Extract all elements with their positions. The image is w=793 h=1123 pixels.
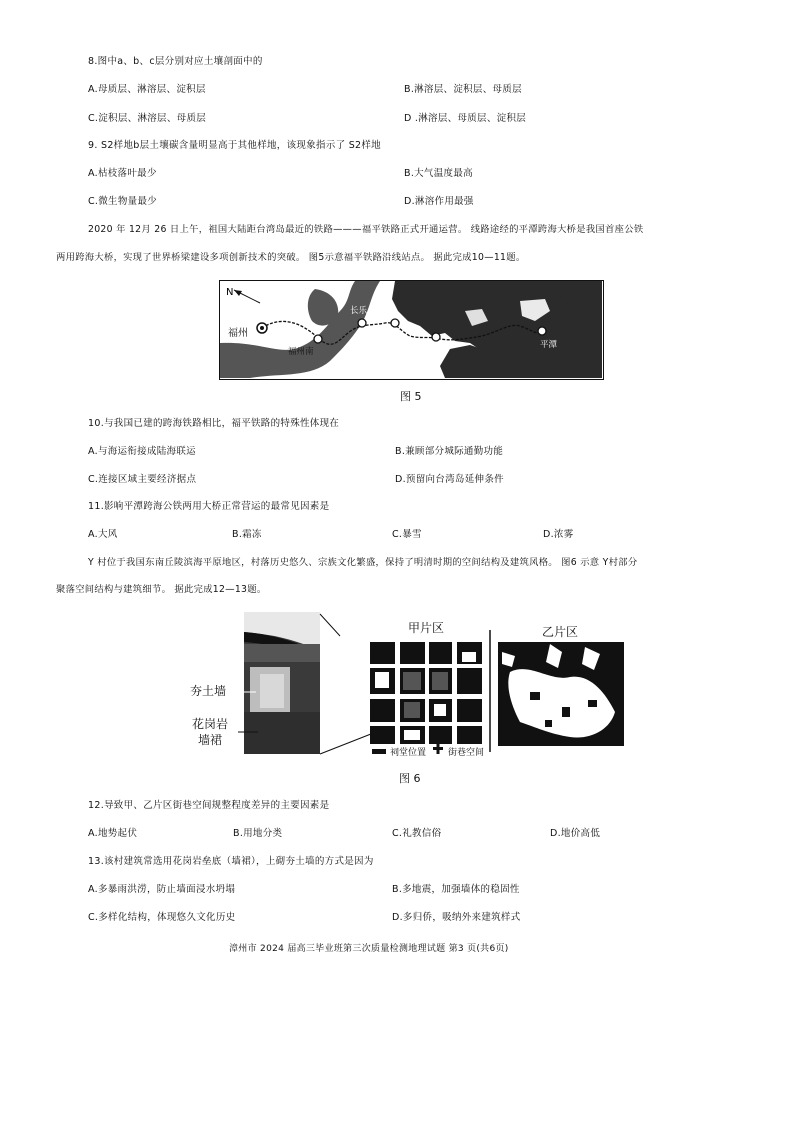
courtyard	[375, 672, 389, 688]
q11-option-c: C.暴雪	[392, 529, 422, 540]
figure6-caption: 图 6	[399, 772, 421, 785]
connector-line-top	[320, 614, 340, 636]
q8-option-a: A.母质层、淋溶层、淀积层	[88, 84, 206, 95]
label-changlenan: 长乐南	[418, 346, 444, 356]
courtyard	[404, 730, 420, 740]
q12-option-d: D.地价高低	[550, 828, 601, 839]
label-fuzhounan: 福州南	[288, 347, 314, 357]
building	[588, 700, 597, 707]
q10-option-a: A.与海运衔接成陆海联运	[88, 446, 196, 457]
q13-option-d: D.多归侨，吸纳外来建筑样式	[392, 912, 521, 923]
q8-option-c: C.淀积层、淋溶层、母质层	[88, 113, 207, 124]
railway-map	[219, 280, 604, 380]
q12-option-a: A.地势起伏	[88, 828, 138, 839]
river-island	[308, 289, 338, 326]
q13-option-b: B.多地震，加强墙体的稳固性	[392, 884, 520, 895]
roof-tiles	[244, 644, 320, 662]
label-changle: 长乐	[350, 306, 368, 316]
passage1-line1: 2020 年 12月 26 日上午，祖国大陆距台湾岛最近的铁路———福平铁路正式开通运营。 线路途经的平潭跨海大桥是我国首座公铁	[88, 224, 644, 235]
zone-a-title: 甲片区	[408, 621, 445, 635]
q9-option-d: D.淋溶作用最强	[404, 196, 474, 207]
label-granite-1: 花岗岩	[192, 717, 229, 731]
q11-option-d: D.浓雾	[543, 529, 574, 540]
station-changle	[358, 319, 366, 327]
ancestral-hall	[432, 672, 448, 690]
q10-stem: 10.与我国已建的跨海铁路相比，福平铁路的特殊性体现在	[88, 418, 340, 429]
q10-option-c: C.连接区域主要经济据点	[88, 474, 197, 485]
ancestral-hall	[404, 702, 420, 718]
q10-option-d: D.预留向台湾岛延伸条件	[395, 474, 504, 485]
station-fuzhou-dot	[260, 326, 264, 330]
north-label: N	[226, 287, 234, 298]
q12-option-b: B.用地分类	[233, 828, 283, 839]
page-footer: 漳州市 2024 届高三毕业班第三次质量检测地理试题 第3 页(共6页)	[229, 944, 509, 954]
q8-option-b: B.淋溶层、淀积层、母质层	[404, 84, 522, 95]
figure5-caption: 图 5	[400, 390, 422, 403]
q9-option-a: A.枯枝落叶最少	[88, 168, 157, 179]
q10-option-b: B.兼顾部分城际通勤功能	[395, 446, 504, 457]
label-rammed-earth-wall: 夯土墙	[190, 684, 227, 698]
legend-hall-label: 祠堂位置	[390, 748, 427, 758]
station-changledong	[391, 319, 399, 327]
q8-stem: 8.图中a、b、c层分别对应土壤剖面中的	[88, 56, 263, 67]
granite-base	[244, 712, 320, 754]
lane	[425, 642, 429, 744]
station-pingtan	[538, 327, 546, 335]
courtyard	[434, 704, 446, 716]
ancestral-hall	[403, 672, 421, 690]
building	[545, 720, 552, 727]
q8-option-d: D .淋溶层、母质层、淀积层	[404, 113, 527, 124]
building	[530, 692, 540, 700]
label-changledong: 长乐东	[375, 334, 401, 344]
village-figure-drawing	[190, 612, 630, 767]
lane	[452, 642, 457, 744]
q13-option-c: C.多样化结构，体现悠久文化历史	[88, 912, 236, 923]
legend-lane-swatch-v	[437, 743, 440, 754]
zone-b-title: 乙片区	[542, 625, 579, 639]
passage2-line1: Y 村位于我国东南丘陵滨海平原地区，村落历史悠久、宗族文化繁盛，保持了明清时期的空间结构及建筑风格。 图6 示意 Y村部分	[88, 557, 638, 568]
legend-lane-label: 街巷空间	[448, 748, 485, 758]
passage1-line2: 两用跨海大桥，实现了世界桥梁建设多项创新技术的突破。 图5示意福平铁路沿线站点。 据此完成10—11题。	[56, 252, 526, 263]
q13-stem: 13.该村建筑常选用花岗岩垒底（墙裙），上砌夯土墙的方式是因为	[88, 856, 374, 867]
village-figure	[190, 612, 630, 767]
wall-light	[260, 674, 284, 708]
connector-line-bottom	[320, 732, 376, 754]
q11-stem: 11.影响平潭跨海公铁两用大桥正常营运的最常见因素是	[88, 501, 330, 512]
label-granite-2: 墙裙	[198, 733, 223, 747]
building	[562, 707, 570, 717]
q11-option-a: A.大风	[88, 529, 118, 540]
q12-option-c: C.礼教信俗	[392, 828, 442, 839]
station-fuzhounan	[314, 335, 322, 343]
courtyard	[462, 652, 476, 662]
q11-option-b: B.霜冻	[232, 529, 262, 540]
label-pingtan: 平潭	[540, 340, 558, 350]
lane	[395, 642, 400, 744]
q9-option-c: C.微生物量最少	[88, 196, 158, 207]
q13-option-a: A.多暴雨洪涝，防止墙面浸水坍塌	[88, 884, 236, 895]
railway-map-drawing	[220, 281, 602, 378]
q9-stem: 9. S2样地b层土壤碳含量明显高于其他样地，该现象指示了 S2样地	[88, 140, 381, 151]
station-changlenan	[432, 333, 440, 341]
legend-hall-swatch	[372, 749, 386, 754]
q12-stem: 12.导致甲、乙片区街巷空间规整程度差异的主要因素是	[88, 800, 330, 811]
label-fuzhou: 福州	[228, 328, 248, 339]
passage2-line2: 聚落空间结构与建筑细节。 据此完成12—13题。	[56, 584, 267, 595]
q9-option-b: B.大气温度最高	[404, 168, 473, 179]
